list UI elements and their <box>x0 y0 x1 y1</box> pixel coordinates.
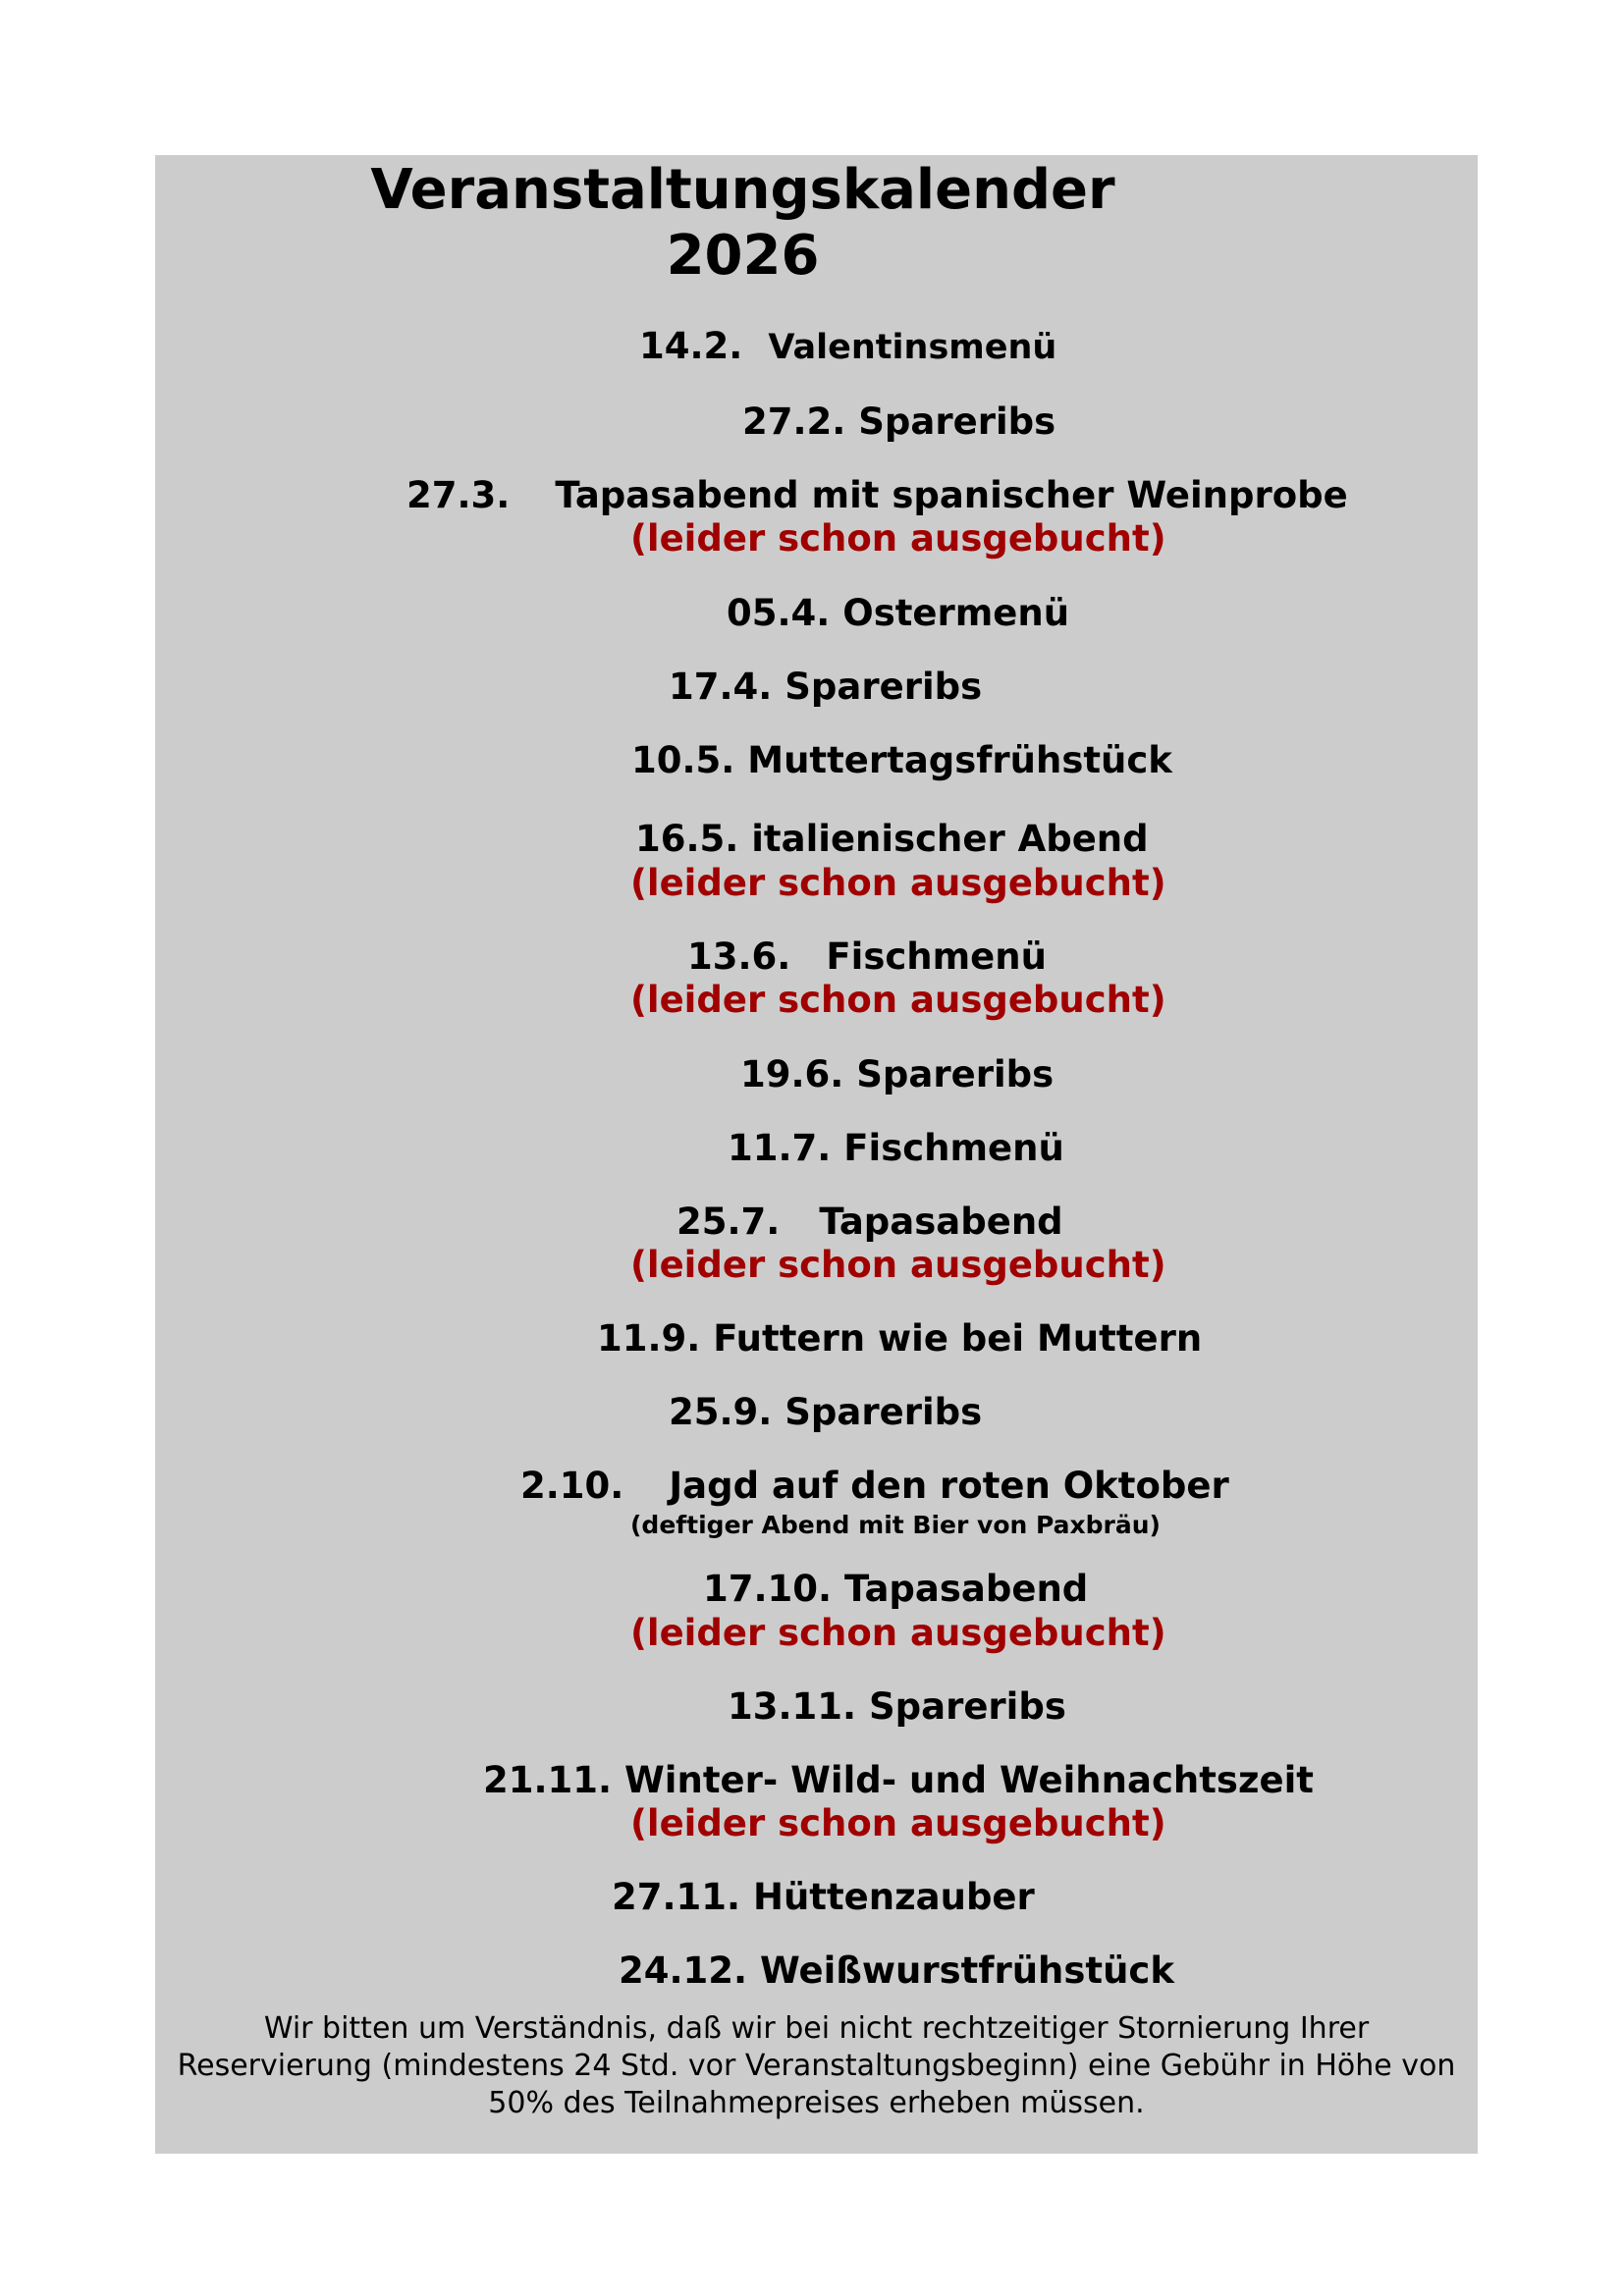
event-item <box>669 666 983 708</box>
event-name: Tapasabend <box>819 1201 1063 1243</box>
event-item <box>742 400 1056 443</box>
sold-out-note: (leider schon ausgebucht) <box>630 1802 1166 1844</box>
event-date: 25.9. <box>669 1391 773 1433</box>
event-date: 27.11. <box>612 1876 741 1918</box>
notice-line: 50% des Teilnahmepreises erheben müssen. <box>488 2086 1145 2120</box>
event-item <box>597 1317 1203 1360</box>
sold-out-note: (leider schon ausgebucht) <box>630 517 1166 560</box>
calendar-panel <box>155 155 1478 2154</box>
cancellation-notice <box>155 2010 1478 2122</box>
event-date: 14.2. <box>639 325 743 367</box>
event-item <box>687 935 1047 978</box>
event-date: 25.7. <box>676 1201 781 1243</box>
event-date: 2.10. <box>520 1465 624 1507</box>
event-item <box>676 1201 1063 1243</box>
event-item <box>635 818 1149 860</box>
event-item <box>406 474 1348 516</box>
event-date: 24.12. <box>619 1949 748 1992</box>
event-name: Spareribs <box>784 666 983 708</box>
event-date: 11.9. <box>597 1317 701 1360</box>
event-name: Spareribs <box>856 1053 1055 1095</box>
event-date: 13.6. <box>687 935 791 978</box>
sold-out-note: (leider schon ausgebucht) <box>630 1612 1166 1654</box>
event-item <box>631 739 1172 781</box>
sold-out-note: (leider schon ausgebucht) <box>630 862 1166 904</box>
event-name: Spareribs <box>858 400 1056 443</box>
event-date: 21.11. <box>483 1759 613 1801</box>
event-name: Ostermenü <box>842 592 1070 634</box>
notice-line: Reservierung (mindestens 24 Std. vor Veranstaltungsbeginn) eine Gebühr in Höhe von <box>177 2049 1456 2083</box>
event-item <box>740 1053 1055 1095</box>
event-item <box>727 592 1070 634</box>
event-item <box>669 1391 983 1433</box>
event-date: 10.5. <box>631 739 735 781</box>
event-date: 05.4. <box>727 592 831 634</box>
event-item <box>520 1465 1229 1507</box>
event-subtitle: (deftiger Abend mit Bier von Paxbräu) <box>630 1511 1161 1539</box>
event-name: Valentinsmenü <box>768 328 1057 367</box>
event-name: Weißwurstfrühstück <box>759 1949 1174 1992</box>
page-title-year: 2026 <box>666 224 820 288</box>
event-name: Spareribs <box>868 1685 1066 1728</box>
event-date: 16.5. <box>635 818 739 860</box>
event-item <box>639 325 1057 367</box>
event-date: 13.11. <box>728 1685 857 1728</box>
event-name: Spareribs <box>784 1391 983 1433</box>
page-title: Veranstaltungskalender <box>370 158 1115 222</box>
event-item <box>612 1876 1035 1918</box>
event-item <box>728 1685 1066 1728</box>
notice-line: Wir bitten um Verständnis, daß wir bei nicht rechtzeitiger Stornierung Ihrer <box>263 2011 1370 2046</box>
event-name: italienischer Abend <box>751 818 1149 860</box>
event-date: 17.4. <box>669 666 773 708</box>
event-item <box>483 1759 1314 1801</box>
event-name: Winter- Wild- und Weihnachtszeit <box>623 1759 1314 1801</box>
sold-out-note: (leider schon ausgebucht) <box>630 979 1166 1021</box>
event-date: 19.6. <box>740 1053 844 1095</box>
event-item <box>728 1127 1064 1169</box>
event-name: Jagd auf den roten Oktober <box>669 1465 1229 1507</box>
event-name: Tapasabend <box>843 1568 1089 1610</box>
event-name: Fischmenü <box>826 935 1047 978</box>
event-name: Fischmenü <box>843 1127 1064 1169</box>
sold-out-note: (leider schon ausgebucht) <box>630 1244 1166 1286</box>
event-date: 11.7. <box>728 1127 832 1169</box>
event-name: Hüttenzauber <box>752 1876 1035 1918</box>
event-date: 17.10. <box>703 1568 833 1610</box>
event-item <box>619 1949 1174 1992</box>
event-name: Tapasabend mit spanischer Weinprobe <box>555 474 1348 516</box>
event-date: 27.2. <box>742 400 846 443</box>
event-date: 27.3. <box>406 474 511 516</box>
event-name: Muttertagsfrühstück <box>747 739 1172 781</box>
event-name: Futtern wie bei Muttern <box>713 1317 1203 1360</box>
event-item <box>703 1568 1089 1610</box>
